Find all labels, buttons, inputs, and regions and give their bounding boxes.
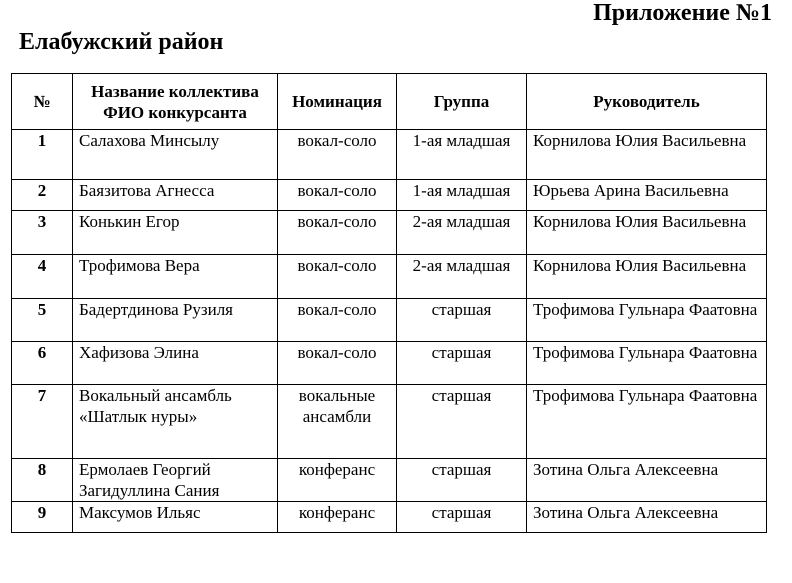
age-group: старшая [397,299,527,342]
participant-name: Ермолаев Георгий Загидуллина Сания [73,459,278,502]
table-row [12,299,767,342]
nomination: конферанс [278,459,397,502]
column-header-group: Группа [397,74,527,130]
row-number: 6 [12,342,73,385]
column-header-leader: Руководитель [527,74,767,130]
column-header-number: № [12,74,73,130]
table-row [12,255,767,299]
age-group: 2-ая младшая [397,211,527,255]
participant-name: Хафизова Элина [73,342,278,385]
table-row [12,211,767,255]
row-number: 8 [12,459,73,502]
participant-name: Бадертдинова Рузиля [73,299,278,342]
age-group: старшая [397,342,527,385]
table-row [12,130,767,180]
row-number: 4 [12,255,73,299]
row-number: 1 [12,130,73,180]
participant-name: Трофимова Вера [73,255,278,299]
nomination: конферанс [278,502,397,533]
table-row [12,342,767,385]
age-group: старшая [397,385,527,459]
row-number: 7 [12,385,73,459]
table-row [12,459,767,502]
age-group: 1-ая младшая [397,130,527,180]
leader: Юрьева Арина Васильевна [527,180,767,211]
nomination: вокал-соло [278,255,397,299]
table-row [12,385,767,459]
nomination: вокал-соло [278,180,397,211]
column-header-nomination: Номинация [278,74,397,130]
row-number: 3 [12,211,73,255]
row-number: 2 [12,180,73,211]
column-header-name: Название коллектива ФИО конкурсанта [73,74,278,130]
leader: Корнилова Юлия Васильевна [527,255,767,299]
age-group: старшая [397,502,527,533]
leader: Зотина Ольга Алексеевна [527,502,767,533]
leader: Трофимова Гульнара Фаатовна [527,385,767,459]
row-number: 5 [12,299,73,342]
table-row [12,180,767,211]
leader: Зотина Ольга Алексеевна [527,459,767,502]
district-title: Елабужский район [19,29,224,55]
age-group: 1-ая младшая [397,180,527,211]
leader: Трофимова Гульнара Фаатовна [527,342,767,385]
nomination: вокал-соло [278,299,397,342]
leader: Трофимова Гульнара Фаатовна [527,299,767,342]
participant-name: Конькин Егор [73,211,278,255]
table-row [12,502,767,533]
participant-name: Максумов Ильяс [73,502,278,533]
leader: Корнилова Юлия Васильевна [527,211,767,255]
nomination: вокал-соло [278,130,397,180]
nomination: вокальные ансамбли [278,385,397,459]
participants-table [11,73,767,533]
age-group: 2-ая младшая [397,255,527,299]
appendix-title: Приложение №1 [593,0,772,26]
age-group: старшая [397,459,527,502]
participant-name: Вокальный ансамбль «Шатлык нуры» [73,385,278,459]
nomination: вокал-соло [278,342,397,385]
participant-name: Салахова Минсылу [73,130,278,180]
row-number: 9 [12,502,73,533]
leader: Корнилова Юлия Васильевна [527,130,767,180]
table-header-row [12,74,767,130]
nomination: вокал-соло [278,211,397,255]
participant-name: Баязитова Агнесса [73,180,278,211]
